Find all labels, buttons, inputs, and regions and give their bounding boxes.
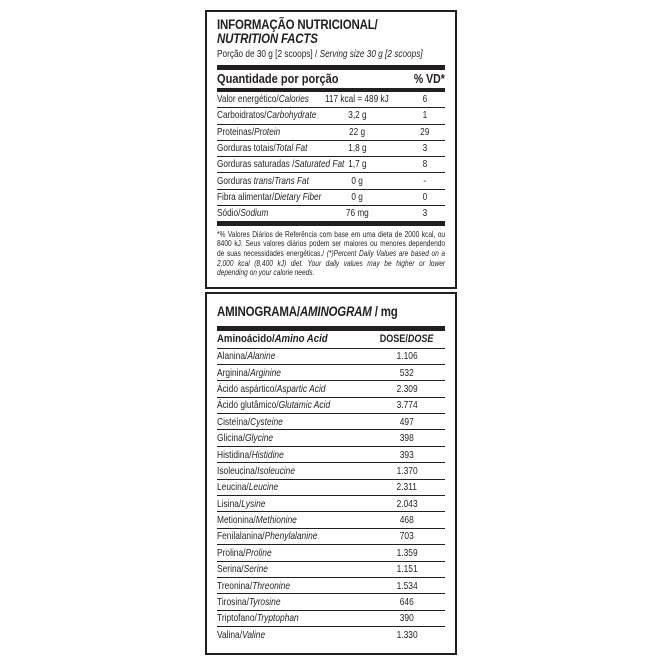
row-dose: 2.311: [396, 481, 418, 494]
row-label: Leucina/Leucine: [217, 481, 279, 494]
row-amount: 1,7 g: [347, 159, 367, 171]
row-label: Gorduras trans/Trans Fat: [217, 175, 309, 187]
row-amount: 76 mg: [345, 208, 369, 220]
row-label: Triptofano/Tryptophan: [217, 612, 299, 625]
row-label: Histidina/Histidine: [217, 448, 284, 461]
row-daily-value: -: [423, 175, 427, 187]
aminogram-row: [217, 349, 445, 365]
aminogram-row: [217, 365, 445, 381]
row-dose: 646: [399, 596, 415, 609]
row-label: Fibra alimentar/Dietary Fiber: [217, 191, 322, 203]
aminogram-row: [217, 381, 445, 397]
row-label: Alanina/Alanine: [217, 350, 276, 363]
panel-title-pt: INFORMAÇÃO NUTRICIONAL/: [217, 17, 378, 32]
aminogram-rows: [217, 349, 445, 643]
row-dose: 1.534: [396, 579, 418, 592]
row-dose: 2.043: [396, 497, 418, 510]
aminogram-row: [217, 562, 445, 578]
row-label: Tirosina/Tyrosine: [217, 596, 281, 609]
amino-acid-column-label: Aminoácido/Amino Acid: [217, 333, 328, 345]
row-dose: 1.330: [396, 628, 418, 641]
row-dose: 1.370: [396, 464, 418, 477]
aminogram-row: [217, 545, 445, 561]
aminogram-row: [217, 578, 445, 594]
row-daily-value: 6: [422, 94, 428, 106]
aminogram-row: [217, 398, 445, 414]
aminogram-row: [217, 627, 445, 642]
aminogram-title: AMINOGRAMA/AMINOGRAM / mg: [217, 304, 398, 319]
row-label: Cisteína/Cysteine: [217, 415, 283, 428]
row-label: Lisina/Lysine: [217, 497, 266, 510]
row-dose: 1.106: [396, 350, 418, 363]
quantity-per-serving-label: Quantidade por porção: [217, 71, 339, 86]
aminogram-header-row: [217, 331, 445, 349]
row-dose: 1.359: [396, 546, 418, 559]
row-amount: 22 g: [348, 126, 366, 138]
daily-value-header-label: % VD*: [414, 71, 445, 86]
row-label: Carboidratos/Carbohydrate: [217, 110, 317, 122]
row-label: Ácido aspártico/Aspartic Acid: [217, 382, 326, 395]
row-dose: 393: [399, 448, 415, 461]
row-dose: 3.774: [396, 399, 418, 412]
nutrition-row: [217, 125, 445, 141]
row-daily-value: 1: [422, 110, 428, 122]
row-label: Valor energético/Calories: [217, 94, 309, 106]
nutrition-facts-panel: [205, 10, 457, 289]
dose-column-label: DOSE/DOSE: [380, 333, 434, 345]
row-amount: 0 g: [351, 191, 363, 203]
row-dose: 2.309: [396, 382, 418, 395]
row-amount: 1,8 g: [347, 143, 367, 155]
nutrition-row: [217, 157, 445, 173]
nutrition-row: [217, 92, 445, 108]
aminogram-panel: [205, 292, 457, 655]
row-label: Gorduras totais/Total Fat: [217, 143, 308, 155]
row-dose: 1.151: [396, 563, 418, 576]
row-label: Treonina/Threonine: [217, 579, 291, 592]
row-amount: 117 kcal = 489 kJ: [325, 94, 389, 106]
row-amount: 3,2 g: [347, 110, 367, 122]
aminogram-row: [217, 414, 445, 430]
serving-size-line: Porção de 30 g [2 scoops] / Serving size 30 g [2 scoops]: [217, 49, 423, 60]
row-daily-value: 8: [422, 159, 428, 171]
aminogram-row: [217, 463, 445, 479]
aminogram-row: [217, 611, 445, 627]
row-label: Fenilalanina/Phenylalanine: [217, 530, 318, 543]
panel-title-en: NUTRITION FACTS: [217, 31, 318, 46]
column-header-row: [217, 70, 445, 88]
row-dose: 468: [399, 514, 415, 527]
row-label: Serina/Serine: [217, 563, 268, 576]
nutrition-row: [217, 206, 445, 221]
daily-values-footnote: *% Valores Diários de Referência com base em uma dieta de 2000 kcal, ou 8400 kJ. Seus valores diários podem ser maiores ou menores dependendo de suas necessidades energéticas./ (*)Percent Daily Values are based on a 2,000 kcal (8,400 kJ) diet. Your daily values may be higher or lower depending on your calorie needs.: [217, 228, 446, 278]
row-label: Ácido glutâmico/Glutamic Acid: [217, 399, 331, 412]
row-amount: 0 g: [351, 175, 363, 187]
aminogram-row: [217, 594, 445, 610]
aminogram-row: [217, 529, 445, 545]
row-label: Proteinas/Protein: [217, 126, 281, 138]
row-dose: 497: [399, 415, 415, 428]
row-label: Glicina/Glycine: [217, 432, 274, 445]
nutrition-row: [217, 173, 445, 189]
row-label: Prolina/Proline: [217, 546, 272, 559]
row-daily-value: 0: [422, 191, 428, 203]
row-label: Isoleucina/Isoleucine: [217, 464, 295, 477]
row-label: Arginina/Arginine: [217, 366, 281, 379]
nutrition-rows: [217, 92, 445, 221]
row-label: Valina/Valine: [217, 628, 266, 641]
row-label: Gorduras saturadas /Saturated Fat: [217, 159, 345, 171]
row-daily-value: 3: [422, 143, 428, 155]
row-label: Metionina/Methionine: [217, 514, 297, 527]
row-label: Sódio/Sodium: [217, 208, 269, 220]
aminogram-row: [217, 430, 445, 446]
nutrition-row: [217, 108, 445, 124]
row-dose: 532: [399, 366, 415, 379]
row-dose: 703: [399, 530, 415, 543]
row-daily-value: 29: [420, 126, 430, 138]
divider-bar: [217, 221, 445, 226]
row-dose: 390: [399, 612, 415, 625]
aminogram-row: [217, 496, 445, 512]
nutrition-row: [217, 141, 445, 157]
row-daily-value: 3: [422, 208, 428, 220]
nutrition-row: [217, 190, 445, 206]
aminogram-row: [217, 512, 445, 528]
row-dose: 398: [399, 432, 415, 445]
aminogram-row: [217, 447, 445, 463]
aminogram-row: [217, 480, 445, 496]
